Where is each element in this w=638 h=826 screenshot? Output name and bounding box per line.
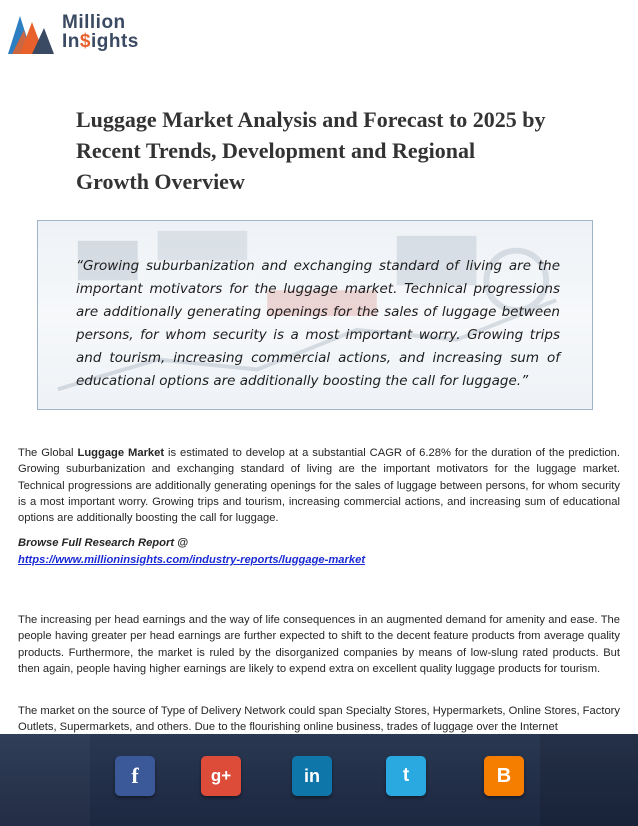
brand-logo[interactable] [6,6,139,58]
brand-name [62,13,139,51]
paragraph-distribution: The market on the source of Type of Delivery Network could span Specialty Stores, Hypermarkets, Online Stores, Factory Outlets, Supermarkets, and others. Due to the flourishing online business, trades of luggage over the Internet [18,705,620,734]
report-link-line [18,552,620,568]
market-name: Luggage Market [77,447,165,459]
twitter-icon[interactable]: t [386,756,426,796]
blogger-icon[interactable]: B [484,756,524,796]
linkedin-icon[interactable]: in [292,756,332,796]
intro-paragraph: The Global Luggage Market is estimated to develop at a substantial CAGR of 6.28% for the duration of the prediction. Growing suburbanization and exchanging standard of living are the important motivators for the luggage market. Technical progressions are additionally generating openings for the sales of luggage between persons, for whom security is a most important worry. Growing trips and tourism, increasing commercial actions, and increasing sum of educational options are additionally boosting the call for luggage. [18,447,620,525]
brand-name-line2: In$ights [62,31,139,52]
paragraph-demand: The increasing per head earnings and the way of life consequences in an augmented demand for amenity and ease. The people having greater per head earnings are further expected to shift to the decent feature products from average quality products. Furthermore, the market is ruled by the disorganized companies by means of low-slung rated products. But then again, people having higher earnings are likely to expend extra on excellent quality luggage products for tourism. [18,614,620,675]
footer-bar [0,734,638,826]
facebook-icon[interactable]: f [115,756,155,796]
million-insights-logo-icon [6,8,56,56]
page-title: Luggage Market Analysis and Forecast to 2025 by Recent Trends, Development and Regional Growth Overview [76,107,546,194]
browse-label: Browse Full Research Report @ [18,537,189,549]
report-link[interactable]: https://www.millioninsights.com/industry-reports/luggage-market [18,554,366,566]
quote-text: “Growing suburbanization and exchanging standard of living are the important motivators for the luggage market. Technical progressions are additionally generating openings for the sales of luggage between persons, for whom security is a most important worry. Growing trips and tourism, increasing commercial actions, and increasing sum of educational options are additionally boosting the call for luggage.” [76,258,560,389]
brand-name-line1: Million [62,12,126,33]
google-plus-icon[interactable]: g+ [201,756,241,796]
quote-box [37,220,593,410]
